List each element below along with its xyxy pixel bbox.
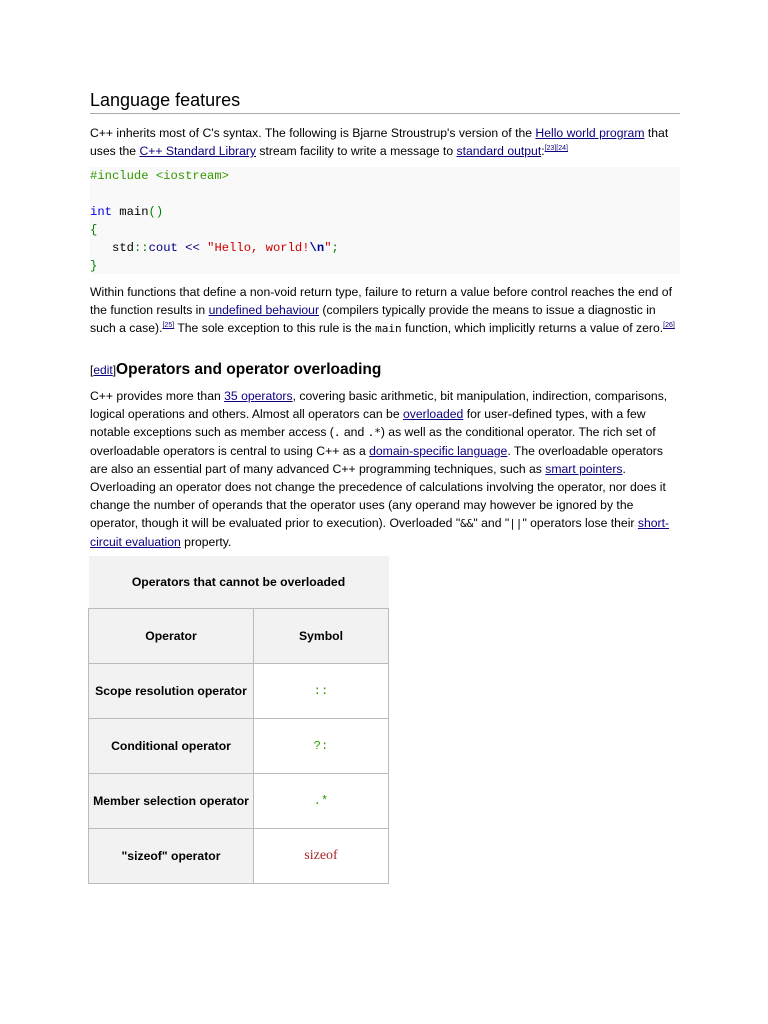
- code-close-brace: }: [90, 259, 98, 273]
- code-shift-op: <<: [177, 241, 200, 255]
- column-header-operator: Operator: [89, 609, 254, 664]
- standard-output-link[interactable]: standard output: [456, 144, 542, 158]
- 35-operators-link[interactable]: 35 operators: [224, 389, 293, 403]
- code-semicolon: ;: [331, 241, 339, 255]
- section-heading-language-features: Language features: [90, 88, 680, 114]
- table-header-row: [89, 609, 389, 664]
- intro-text-2: that uses the: [90, 126, 669, 158]
- code-string: "Hello, world!: [207, 241, 310, 255]
- code-scope-op: ::: [133, 241, 149, 255]
- code-escape: \n: [309, 241, 325, 255]
- para2-text-2: (compilers typically provide the means to issue a diagnostic in such a case).: [90, 303, 656, 335]
- operator-symbol-cell: ?:: [254, 719, 389, 774]
- smart-pointers-link[interactable]: smart pointers: [545, 462, 623, 476]
- code-line-open-brace: [90, 221, 97, 239]
- operators-paragraph: [90, 387, 680, 551]
- para2-text-1: Within functions that define a non-void return type, failure to return a value before control reaches the end of the function results in: [90, 285, 672, 317]
- hello-world-link[interactable]: Hello world program: [535, 126, 645, 140]
- code-line-close-brace: [90, 257, 97, 275]
- inline-code-dotstar: .*: [367, 426, 381, 439]
- section-heading-operators: [90, 360, 381, 380]
- operator-name-cell: Member selection operator: [89, 774, 254, 829]
- table-caption-row: [89, 556, 389, 609]
- intro-text-4: :: [541, 144, 545, 158]
- code-string-close: ": [324, 241, 332, 255]
- para2-text-4: function, which implicitly returns a value of zero.: [401, 321, 664, 335]
- citation-23-24[interactable]: [23][24]: [544, 144, 568, 152]
- code-parens: (): [148, 205, 164, 219]
- para3-text-9: " operators lose their: [522, 516, 638, 530]
- operator-symbol-cell: .*: [254, 774, 389, 829]
- inline-code-main: main: [375, 322, 402, 335]
- return-value-paragraph: [90, 283, 680, 338]
- code-line-cout: [112, 239, 339, 257]
- operator-name-cell: Conditional operator: [89, 719, 254, 774]
- operator-name-cell: Scope resolution operator: [89, 664, 254, 719]
- intro-text-3: stream facility to write a message to: [256, 144, 457, 158]
- table-row: [89, 774, 389, 829]
- para3-text-8: " and ": [473, 516, 510, 530]
- inline-code-dot: .: [333, 426, 341, 439]
- para2-text-3: The sole exception to this rule is the: [174, 321, 376, 335]
- column-header-symbol: Symbol: [254, 609, 389, 664]
- para3-text-3: for user-defined types, with a few notable exceptions such as member access (: [90, 407, 646, 439]
- citation-26[interactable]: [26]: [663, 321, 675, 329]
- para3-text-2: , covering basic arithmetic, bit manipulation, indirection, comparisons, logical operations and others. Almost all operators can be: [90, 389, 668, 421]
- overloaded-link[interactable]: overloaded: [403, 407, 464, 421]
- inline-code-or: ||: [509, 517, 523, 530]
- para3-text-5: ) as well as the conditional operator. The rich set of overloadable operators is central to using C++ as a: [90, 425, 656, 458]
- hello-world-code-block: [90, 167, 680, 274]
- non-overloadable-operators-table: [88, 555, 389, 884]
- table-row: [89, 829, 389, 884]
- intro-paragraph: [90, 124, 680, 160]
- citation-25[interactable]: [25]: [162, 321, 175, 329]
- para3-text-6: . The overloadable operators are also an essential part of many advanced C++ programming techniques, such as: [90, 444, 663, 476]
- operators-heading-title: Operators and operator overloading: [116, 361, 382, 378]
- edit-bracket-open: [: [90, 363, 94, 377]
- para3-text-4: and: [340, 425, 368, 439]
- domain-specific-language-link[interactable]: domain-specific language: [369, 444, 508, 458]
- operator-name-cell: "sizeof" operator: [89, 829, 254, 884]
- code-std: std: [112, 241, 134, 255]
- edit-bracket-close: ]: [112, 363, 117, 377]
- para3-text-7: . Overloading an operator does not change the precedence of calculations involving the operator, nor does it change the number of operands that the operator uses (any operand may however be ignored by the operator, though it will be evaluated prior to execution). Overloaded ": [90, 462, 666, 530]
- para3-text-10: property.: [180, 535, 232, 549]
- code-cout: cout: [148, 241, 178, 255]
- intro-text-1: C++ inherits most of C's syntax. The following is Bjarne Stroustrup's version of the: [90, 126, 536, 140]
- inline-code-and: &&: [460, 517, 474, 530]
- operator-symbol-cell: sizeof: [254, 829, 389, 884]
- edit-link[interactable]: edit: [93, 363, 113, 377]
- cpp-standard-library-link[interactable]: C++ Standard Library: [139, 144, 256, 158]
- code-open-brace: {: [90, 223, 98, 237]
- para3-text-1: C++ provides more than: [90, 389, 225, 403]
- code-include: #include <iostream>: [90, 169, 229, 183]
- table-row: [89, 664, 389, 719]
- code-main: main: [111, 205, 149, 219]
- table-caption: Operators that cannot be overloaded: [89, 556, 389, 609]
- undefined-behaviour-link[interactable]: undefined behaviour: [208, 303, 320, 317]
- short-circuit-evaluation-link[interactable]: short-circuit evaluation: [90, 516, 670, 549]
- code-line-include: [90, 167, 229, 185]
- operator-symbol-cell: ::: [254, 664, 389, 719]
- code-int-keyword: int: [90, 205, 112, 219]
- table-row: [89, 719, 389, 774]
- code-line-main: [90, 203, 163, 221]
